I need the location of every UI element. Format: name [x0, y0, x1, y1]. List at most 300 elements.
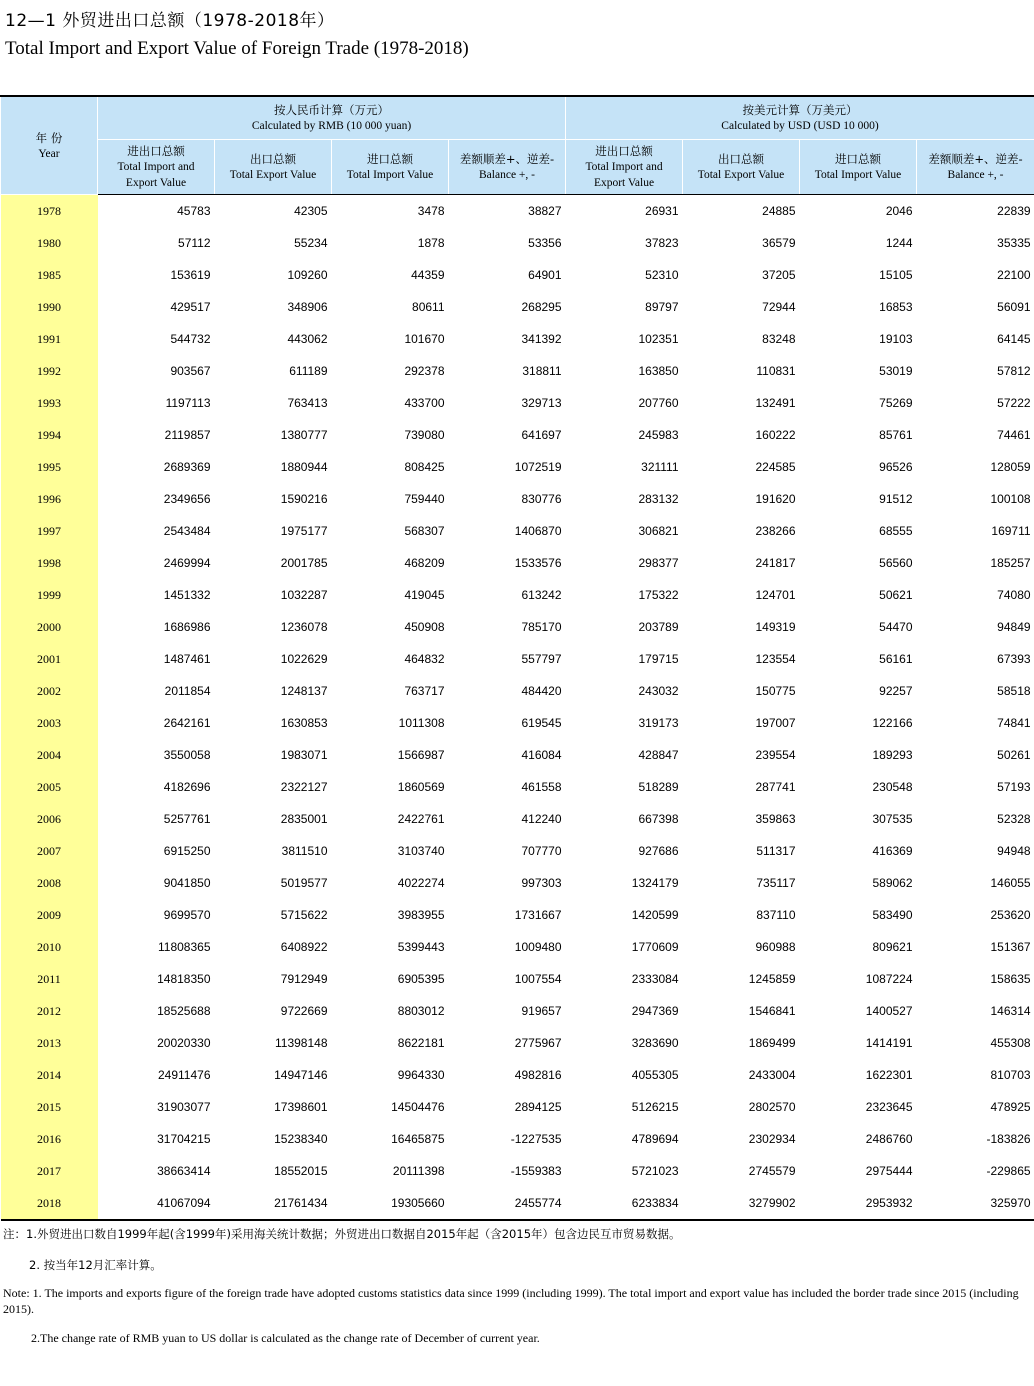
value-cell: 14504476 [391, 1100, 445, 1114]
value-cell: 2689369 [163, 460, 211, 474]
value-cell: 735117 [756, 876, 796, 890]
value-cell: 810703 [990, 1068, 1031, 1082]
value-cell: 4982816 [514, 1068, 562, 1082]
value-cell: 2323645 [865, 1100, 913, 1114]
value-cell: 2745579 [748, 1164, 796, 1178]
value-cell: 3811510 [281, 844, 328, 858]
value-cell: 2119857 [164, 428, 211, 442]
value-cell: 94849 [997, 620, 1031, 634]
value-cell: 809621 [872, 940, 913, 954]
value-cell: 1087224 [865, 972, 913, 986]
table-row [1, 899, 1034, 931]
value-cell: 641697 [521, 428, 562, 442]
value-cell: 44359 [411, 268, 445, 282]
value-cell: 56560 [879, 556, 913, 570]
value-cell: 22839 [997, 204, 1031, 218]
value-cell: 9722669 [280, 1004, 328, 1018]
value-cell: 2349656 [163, 492, 211, 506]
year-cell: 1993 [1, 387, 98, 419]
value-cell: 759440 [404, 492, 445, 506]
value-cell: 83248 [762, 332, 796, 346]
value-cell: 7912949 [280, 972, 328, 986]
table-row [1, 675, 1034, 707]
value-cell: 191620 [755, 492, 796, 506]
value-cell: 21761434 [215, 1187, 332, 1220]
value-cell: 4055305 [631, 1068, 679, 1082]
value-cell: 53019 [879, 364, 913, 378]
value-cell: 9041850 [163, 876, 211, 890]
value-cell: 568307 [404, 524, 445, 538]
value-cell: 1248137 [280, 684, 328, 698]
value-cell: 2947369 [631, 1004, 679, 1018]
value-cell: 1245859 [748, 972, 796, 986]
value-cell: 80611 [412, 300, 445, 314]
value-cell: 146055 [990, 876, 1031, 890]
table-row [1, 355, 1034, 387]
value-cell: 179715 [638, 652, 679, 666]
year-cell: 1985 [1, 259, 98, 291]
value-cell: 14818350 [157, 972, 211, 986]
value-cell: 203789 [638, 620, 679, 634]
table-row [1, 931, 1034, 963]
value-cell: 4789694 [631, 1132, 679, 1146]
column-header-3: 差额顺差+、逆差- Balance +, - [449, 140, 566, 195]
table-row [1, 291, 1034, 323]
table-row [1, 771, 1034, 803]
value-cell: 207760 [638, 396, 679, 410]
value-cell: 1731667 [514, 908, 562, 922]
value-cell: 1487461 [163, 652, 211, 666]
year-cell: 2011 [1, 963, 98, 995]
value-cell: 919657 [521, 1004, 562, 1018]
value-cell: 52328 [997, 812, 1031, 826]
value-cell: 24885 [762, 204, 796, 218]
value-cell: 2642161 [163, 716, 211, 730]
value-cell: 11808365 [158, 940, 211, 954]
value-cell: 1400527 [865, 1004, 913, 1018]
year-cell: 1996 [1, 483, 98, 515]
year-cell: 2010 [1, 931, 98, 963]
value-cell: 455308 [990, 1036, 1031, 1050]
value-cell: 1236078 [280, 620, 328, 634]
value-cell: 1983071 [280, 748, 328, 762]
table-row [1, 547, 1034, 579]
value-cell: 57812 [997, 364, 1031, 378]
year-cell: 2008 [1, 867, 98, 899]
value-cell: 18525688 [157, 1004, 211, 1018]
value-cell: 85761 [879, 428, 913, 442]
year-cell: 2002 [1, 675, 98, 707]
value-cell: 16853 [879, 300, 913, 314]
value-cell: 18552015 [274, 1164, 328, 1178]
year-cell: 1978 [1, 195, 98, 228]
value-cell: 1566987 [397, 748, 445, 762]
value-cell: -229865 [986, 1164, 1031, 1178]
value-cell: 2543484 [163, 524, 211, 538]
year-cell: 1990 [1, 291, 98, 323]
value-cell: 16465875 [391, 1132, 445, 1146]
value-cell: 419045 [404, 588, 445, 602]
value-cell: 2894125 [514, 1100, 562, 1114]
value-cell: 146314 [990, 1004, 1031, 1018]
value-cell: 163850 [638, 364, 679, 378]
value-cell: 197007 [755, 716, 796, 730]
value-cell: 1880944 [280, 460, 328, 474]
value-cell: 903567 [170, 364, 211, 378]
value-cell: 484420 [521, 684, 562, 698]
value-cell: 319173 [638, 716, 679, 730]
value-cell: 72944 [762, 300, 796, 314]
value-cell: 611189 [289, 364, 328, 378]
value-cell: 268295 [521, 300, 562, 314]
value-cell: 707770 [521, 844, 562, 858]
note-en-1: Note: 1. The imports and exports figure of the foreign trade have adopted customs statistics data since 1999 (including 1999). The total import and export value has included the border trade since 2015 (including 2015). [3, 1286, 1019, 1316]
value-cell: 1414191 [865, 1036, 913, 1050]
value-cell: 75269 [879, 396, 913, 410]
value-cell: 1380777 [280, 428, 328, 442]
value-cell: 26931 [645, 204, 679, 218]
value-cell: 2455774 [449, 1187, 566, 1220]
value-cell: 292378 [404, 364, 445, 378]
value-cell: 175322 [638, 588, 679, 602]
value-cell: 808425 [404, 460, 445, 474]
value-cell: 31704215 [157, 1132, 211, 1146]
table-row [1, 451, 1034, 483]
table-row [1, 387, 1034, 419]
year-cell: 2013 [1, 1027, 98, 1059]
value-cell: 1244 [885, 236, 913, 250]
year-cell: 2017 [1, 1155, 98, 1187]
value-cell: 2469994 [163, 556, 211, 570]
value-cell: 6408922 [280, 940, 328, 954]
column-header-7: 差额顺差+、逆差- Balance +, - [917, 140, 1034, 195]
year-cell: 2012 [1, 995, 98, 1027]
value-cell: 224585 [755, 460, 796, 474]
value-cell: 763717 [404, 684, 445, 698]
value-cell: 15238340 [274, 1132, 328, 1146]
value-cell: 17398601 [274, 1100, 328, 1114]
value-cell: 68555 [879, 524, 913, 538]
value-cell: 24911476 [158, 1068, 211, 1082]
value-cell: 45783 [177, 204, 211, 218]
trade-table [0, 95, 1034, 1221]
value-cell: 667398 [638, 812, 679, 826]
value-cell: 1975177 [280, 524, 328, 538]
value-cell: 589062 [872, 876, 913, 890]
value-cell: 109260 [287, 268, 328, 282]
value-cell: 1032287 [280, 588, 328, 602]
value-cell: 50261 [997, 748, 1031, 762]
value-cell: 997303 [521, 876, 562, 890]
value-cell: 122166 [872, 716, 913, 730]
value-cell: 3550058 [163, 748, 211, 762]
value-cell: -183826 [986, 1132, 1031, 1146]
value-cell: 101670 [404, 332, 445, 346]
value-cell: 428847 [638, 748, 679, 762]
table-row [1, 707, 1034, 739]
value-cell: 67393 [997, 652, 1031, 666]
value-cell: 245983 [638, 428, 679, 442]
value-cell: 53356 [528, 236, 562, 250]
value-cell: 5715622 [280, 908, 328, 922]
year-cell: 1994 [1, 419, 98, 451]
year-cell: 2001 [1, 643, 98, 675]
value-cell: 128059 [990, 460, 1031, 474]
year-cell: 2015 [1, 1091, 98, 1123]
value-cell: 416369 [872, 844, 913, 858]
value-cell: 557797 [521, 652, 562, 666]
value-cell: 412240 [521, 812, 562, 826]
value-cell: 102351 [638, 332, 679, 346]
value-cell: 92257 [879, 684, 913, 698]
note-cn-2: 2. 按当年12月汇率计算。 [29, 1258, 162, 1272]
value-cell: 1878 [417, 236, 445, 250]
value-cell: 153619 [170, 268, 211, 282]
value-cell: 151367 [990, 940, 1031, 954]
value-cell: 52310 [645, 268, 679, 282]
value-cell: 1622301 [865, 1068, 913, 1082]
table-row [1, 579, 1034, 611]
value-cell: 20020330 [157, 1036, 211, 1050]
value-cell: 185257 [990, 556, 1031, 570]
value-cell: 89797 [645, 300, 679, 314]
value-cell: 9699570 [163, 908, 211, 922]
value-cell: 443062 [287, 332, 328, 346]
value-cell: 41067094 [98, 1187, 215, 1220]
value-cell: 169711 [991, 524, 1031, 538]
value-cell: 64901 [528, 268, 562, 282]
value-cell: 1011308 [398, 716, 445, 730]
value-cell: 55234 [294, 236, 328, 250]
value-cell: -1227535 [510, 1132, 562, 1146]
year-cell: 1980 [1, 227, 98, 259]
year-cell: 2003 [1, 707, 98, 739]
value-cell: 8803012 [397, 1004, 445, 1018]
value-cell: 283132 [638, 492, 679, 506]
year-cell: 1997 [1, 515, 98, 547]
year-cell: 2004 [1, 739, 98, 771]
value-cell: 960988 [755, 940, 796, 954]
value-cell: 2046 [885, 204, 913, 218]
value-cell: 318811 [522, 364, 562, 378]
value-cell: 3478 [417, 204, 445, 218]
table-row [1, 611, 1034, 643]
value-cell: 124701 [755, 588, 796, 602]
value-cell: 2302934 [748, 1132, 796, 1146]
value-cell: 785170 [521, 620, 562, 634]
year-cell: 2007 [1, 835, 98, 867]
value-cell: 54470 [879, 620, 913, 634]
value-cell: 2835001 [280, 812, 328, 826]
table-row [1, 1059, 1034, 1091]
column-header-4: 进出口总额 Total Import and Export Value [566, 140, 683, 195]
value-cell: 74080 [997, 588, 1031, 602]
value-cell: 1324179 [631, 876, 679, 890]
value-cell: 287741 [755, 780, 796, 794]
value-cell: 123554 [755, 652, 796, 666]
value-cell: 2333084 [631, 972, 679, 986]
value-cell: 74461 [997, 428, 1031, 442]
value-cell: 837110 [756, 908, 796, 922]
value-cell: 6233834 [566, 1187, 683, 1220]
value-cell: 2011854 [164, 684, 211, 698]
value-cell: 3279902 [683, 1187, 800, 1220]
table-row [1, 323, 1034, 355]
value-cell: 5399443 [397, 940, 445, 954]
value-cell: 2433004 [748, 1068, 796, 1082]
table-row [1, 643, 1034, 675]
value-cell: 416084 [521, 748, 562, 762]
value-cell: 321111 [641, 460, 679, 474]
rmb-group-header: 按人民币计算（万元） Calculated by RMB (10 000 yuan) [98, 96, 566, 140]
value-cell: 5257761 [163, 812, 211, 826]
table-row [1, 963, 1034, 995]
table-row [1, 1027, 1034, 1059]
table-row [1, 515, 1034, 547]
value-cell: 1197113 [165, 396, 211, 410]
year-cell: 2000 [1, 611, 98, 643]
value-cell: 239554 [755, 748, 796, 762]
value-cell: 56091 [997, 300, 1031, 314]
value-cell: 1869499 [748, 1036, 796, 1050]
value-cell: 2322127 [280, 780, 328, 794]
column-header-6: 进口总额 Total Import Value [800, 140, 917, 195]
year-cell: 1995 [1, 451, 98, 483]
value-cell: 927686 [638, 844, 679, 858]
value-cell: 57193 [997, 780, 1031, 794]
value-cell: 2953932 [800, 1187, 917, 1220]
value-cell: 42305 [294, 204, 328, 218]
value-cell: 5721023 [631, 1164, 679, 1178]
value-cell: 230548 [872, 780, 913, 794]
table-row [1, 1123, 1034, 1155]
value-cell: 4182696 [163, 780, 211, 794]
value-cell: 461558 [521, 780, 562, 794]
value-cell: 544732 [170, 332, 211, 346]
table-row [1, 1155, 1034, 1187]
value-cell: 74841 [997, 716, 1031, 730]
column-header-2: 进口总额 Total Import Value [332, 140, 449, 195]
value-cell: 306821 [638, 524, 679, 538]
value-cell: 348906 [287, 300, 328, 314]
year-header: 年 份 Year [1, 96, 98, 195]
value-cell: 1686986 [163, 620, 211, 634]
table-row [1, 259, 1034, 291]
value-cell: 160222 [755, 428, 796, 442]
value-cell: 1420599 [631, 908, 679, 922]
table-row [1, 835, 1034, 867]
note-cn-1: 注：1.外贸进出口数自1999年起(含1999年)采用海关统计数据；外贸进出口数据自2015年起（含2015年）包含边民互市贸易数据。 [3, 1227, 681, 1241]
value-cell: 1072519 [514, 460, 562, 474]
value-cell: 238266 [755, 524, 796, 538]
year-cell: 1998 [1, 547, 98, 579]
value-cell: 2775967 [514, 1036, 562, 1050]
value-cell: 91512 [879, 492, 913, 506]
value-cell: 158635 [990, 972, 1031, 986]
value-cell: 96526 [879, 460, 913, 474]
value-cell: 613242 [521, 588, 562, 602]
value-cell: 450908 [404, 620, 445, 634]
page-title-cn: 12—1 外贸进出口总额（1978-2018年） [5, 11, 335, 31]
value-cell: 3283690 [631, 1036, 679, 1050]
table-row [1, 803, 1034, 835]
value-cell: 307535 [872, 812, 913, 826]
value-cell: 20111398 [392, 1164, 445, 1178]
value-cell: 1546841 [748, 1004, 796, 1018]
value-cell: 57112 [178, 236, 211, 250]
year-cell: 1999 [1, 579, 98, 611]
column-header-1: 出口总额 Total Export Value [215, 140, 332, 195]
column-header-0: 进出口总额 Total Import and Export Value [98, 140, 215, 195]
value-cell: 1533576 [514, 556, 562, 570]
value-cell: 464832 [404, 652, 445, 666]
table-row [1, 995, 1034, 1027]
value-cell: 37205 [762, 268, 796, 282]
value-cell: 50621 [879, 588, 913, 602]
value-cell: 329713 [521, 396, 562, 410]
value-cell: 468209 [404, 556, 445, 570]
value-cell: 1022629 [280, 652, 328, 666]
year-cell: 1991 [1, 323, 98, 355]
value-cell: 583490 [872, 908, 913, 922]
year-cell: 2006 [1, 803, 98, 835]
year-cell: 2018 [1, 1187, 98, 1220]
table-row [1, 1187, 1034, 1220]
value-cell: 2422761 [397, 812, 445, 826]
value-cell: 132491 [755, 396, 796, 410]
value-cell: 830776 [521, 492, 562, 506]
year-cell: 1992 [1, 355, 98, 387]
value-cell: 511317 [756, 844, 796, 858]
value-cell: 325970 [917, 1187, 1034, 1220]
table-row [1, 739, 1034, 771]
value-cell: 2001785 [280, 556, 328, 570]
value-cell: 2486760 [865, 1132, 913, 1146]
table-row [1, 227, 1034, 259]
value-cell: 11398148 [275, 1036, 328, 1050]
usd-group-header: 按美元计算（万美元） Calculated by USD (USD 10 000) [566, 96, 1034, 140]
value-cell: 298377 [638, 556, 679, 570]
value-cell: 6905395 [397, 972, 445, 986]
table-row [1, 1091, 1034, 1123]
value-cell: 4022274 [397, 876, 445, 890]
value-cell: 38663414 [157, 1164, 211, 1178]
table-row [1, 195, 1034, 228]
value-cell: 433700 [404, 396, 445, 410]
value-cell: 1406870 [514, 524, 562, 538]
value-cell: 22100 [997, 268, 1031, 282]
value-cell: 19103 [879, 332, 913, 346]
table-row [1, 483, 1034, 515]
value-cell: 150775 [755, 684, 796, 698]
value-cell: 3103740 [397, 844, 445, 858]
value-cell: 5126215 [631, 1100, 679, 1114]
value-cell: 2802570 [748, 1100, 796, 1114]
value-cell: 739080 [404, 428, 445, 442]
value-cell: 518289 [638, 780, 679, 794]
value-cell: 110831 [756, 364, 796, 378]
value-cell: 8622181 [397, 1036, 445, 1050]
value-cell: 35335 [997, 236, 1031, 250]
value-cell: 253620 [990, 908, 1031, 922]
value-cell: 1860569 [397, 780, 445, 794]
value-cell: 37823 [645, 236, 679, 250]
value-cell: 619545 [521, 716, 562, 730]
value-cell: 189293 [872, 748, 913, 762]
value-cell: 763413 [287, 396, 328, 410]
value-cell: 1770609 [631, 940, 679, 954]
value-cell: 359863 [755, 812, 796, 826]
